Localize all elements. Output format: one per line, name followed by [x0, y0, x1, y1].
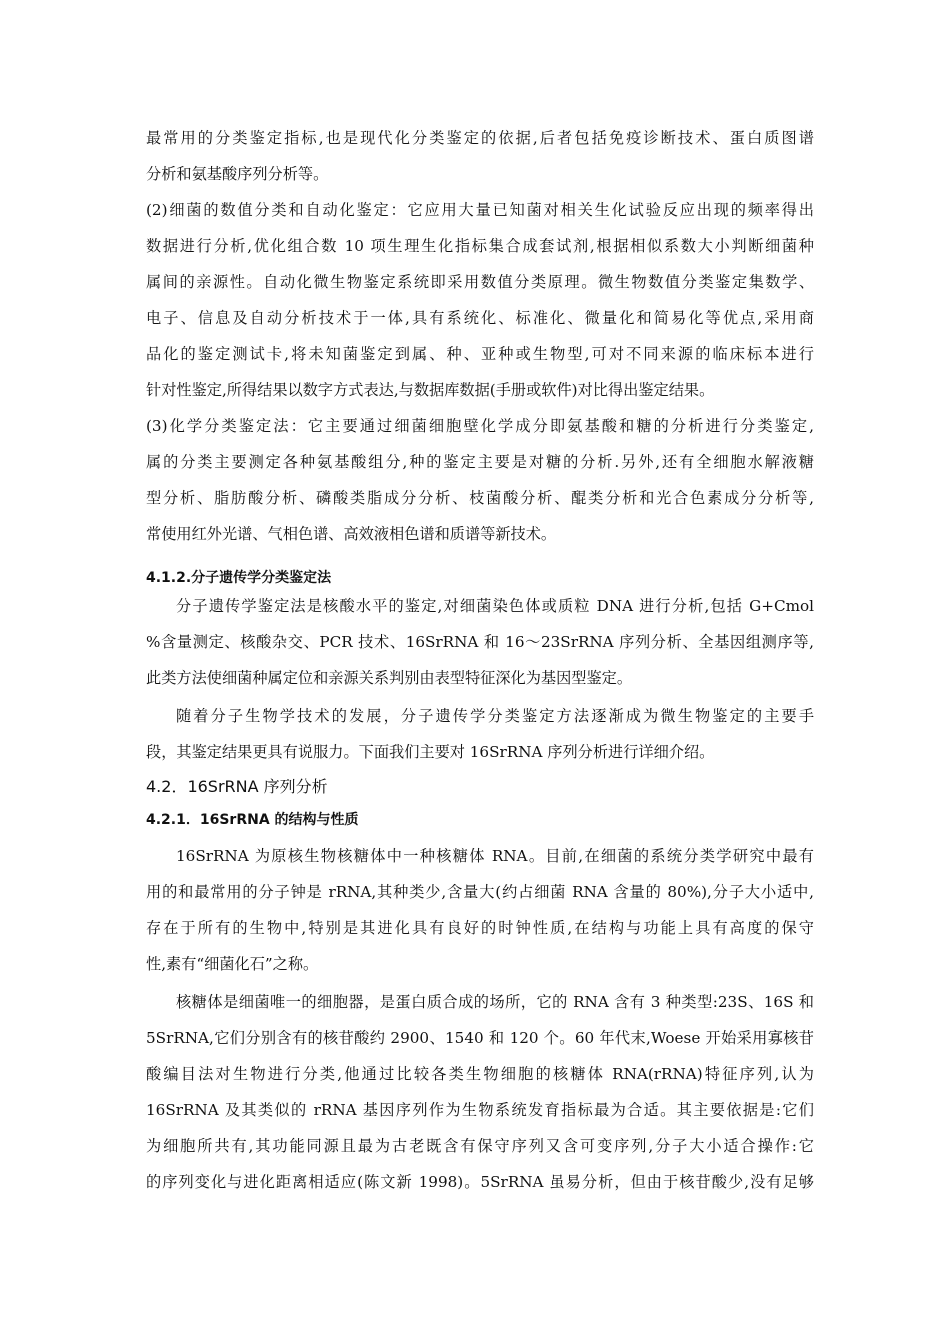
text-line: 电子、信息及自动分析技术于一体,具有系统化、标准化、微量化和简易化等优点,采用商 [146, 309, 814, 327]
text-line: 性,素有“细菌化石”之称。 [146, 955, 319, 973]
text-line: 数据进行分析,优化组合数 10 项生理生化指标集合成套试剂,根据相似系数大小判断细菌种 [146, 237, 814, 255]
text-line: 用的和最常用的分子钟是 rRNA,其种类少,含量大(约占细菌 RNA 含量的 80%),分子大小适中, [146, 883, 814, 901]
text-line: 属间的亲源性。自动化微生物鉴定系统即采用数值分类原理。微生物数值分类鉴定集数学、 [146, 273, 814, 291]
text-line: 核糖体是细菌唯一的细胞器，是蛋白质合成的场所，它的 RNA 含有 3 种类型:23S、16S 和 [176, 993, 814, 1011]
text-line: 的序列变化与进化距离相适应(陈文新 1998)。5SrRNA 虽易分析，但由于核苷酸少,没有足够 [146, 1173, 814, 1191]
text-line: 16SrRNA 为原核生物核糖体中一种核糖体 RNA。目前,在细菌的系统分类学研究中最有 [176, 847, 814, 865]
text-line: 随着分子生物学技术的发展，分子遗传学分类鉴定方法逐渐成为微生物鉴定的主要手 [176, 707, 814, 725]
text-line: %含量测定、核酸杂交、PCR 技术、16SrRNA 和 16～23SrRNA 序列分析、全基因组测序等, [146, 633, 814, 651]
text-line: 此类方法使细菌种属定位和亲源关系判别由表型特征深化为基因型鉴定。 [146, 669, 632, 687]
text-line: 针对性鉴定,所得结果以数字方式表达,与数据库数据(手册或软件)对比得出鉴定结果。 [146, 381, 715, 399]
section-heading-4-2-1: 4.2.1．16SrRNA 的结构与性质 [146, 812, 359, 828]
text-line: 常使用红外光谱、气相色谱、高效液相色谱和质谱等新技术。 [146, 525, 557, 543]
text-line: 为细胞所共有,其功能同源且最为古老既含有保守序列又含可变序列,分子大小适合操作:它 [146, 1137, 814, 1155]
text-line: 属的分类主要测定各种氨基酸组分,种的鉴定主要是对糖的分析.另外,还有全细胞水解液糖 [146, 453, 814, 471]
text-line: 段，其鉴定结果更具有说服力。下面我们主要对 16SrRNA 序列分析进行详细介绍。 [146, 743, 715, 761]
text-line: 型分析、脂肪酸分析、磷酸类脂成分分析、枝菌酸分析、醌类分析和光合色素成分分析等, [146, 489, 814, 507]
text-line: 品化的鉴定测试卡,将未知菌鉴定到属、种、亚种或生物型,可对不同来源的临床标本进行 [146, 345, 814, 363]
text-line: 存在于所有的生物中,特别是其进化具有良好的时钟性质,在结构与功能上具有高度的保守 [146, 919, 814, 937]
text-line: 16SrRNA 及其类似的 rRNA 基因序列作为生物系统发育指标最为合适。其主要依据是:它们 [146, 1101, 814, 1119]
text-line: 5SrRNA,它们分别含有的核苷酸约 2900、1540 和 120 个。60 年代末,Woese 开始采用寡核苷 [146, 1029, 814, 1047]
text-line: 分子遗传学鉴定法是核酸水平的鉴定,对细菌染色体或质粒 DNA 进行分析,包括 G+Cmol [176, 597, 814, 615]
text-line: 分析和氨基酸序列分析等。 [146, 165, 329, 183]
section-heading-4-1-2: 4.1.2.分子遗传学分类鉴定法 [146, 570, 332, 586]
text-line: (2)细菌的数值分类和自动化鉴定：它应用大量已知菌对相关生化试验反应出现的频率得出 [146, 201, 814, 219]
text-line: 最常用的分类鉴定指标,也是现代化分类鉴定的依据,后者包括免疫诊断技术、蛋白质图谱 [146, 129, 814, 147]
text-line: (3)化学分类鉴定法：它主要通过细菌细胞壁化学成分即氨基酸和糖的分析进行分类鉴定, [146, 417, 814, 435]
text-line: 酸编目法对生物进行分类,他通过比较各类生物细胞的核糖体 RNA(rRNA)特征序列,认为 [146, 1065, 814, 1083]
section-heading-4-2: 4.2．16SrRNA 序列分析 [146, 777, 328, 796]
